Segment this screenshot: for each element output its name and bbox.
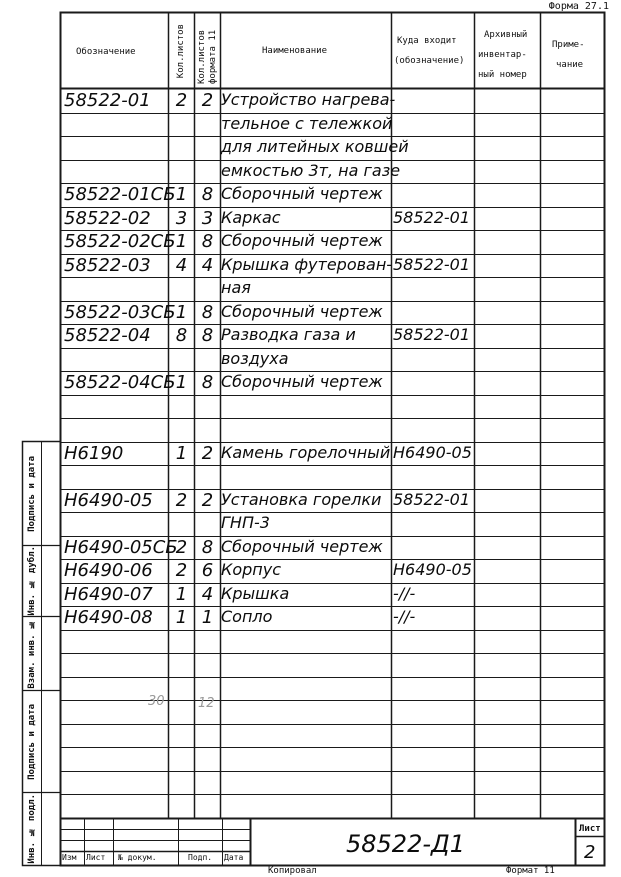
cell-format-sheets: 2 (201, 489, 214, 511)
table-row (0, 536, 621, 560)
header-archive-3: ный номер (478, 70, 527, 80)
cell-name: для литейных ковшей (221, 137, 409, 156)
table-row (0, 207, 621, 231)
cell-format-sheets: 8 (201, 325, 214, 346)
cell-name: Камень горелочный (221, 442, 391, 462)
stamp-col-izm: Изм (62, 853, 77, 862)
cell-designation: 58522-03 (64, 254, 151, 276)
cell-used-in: 58522-01 (393, 325, 471, 344)
header-used-in-2: (обозначение) (394, 56, 465, 66)
document-code: 58522-Д1 (346, 830, 466, 858)
table-row (0, 230, 621, 254)
cell-designation: Н6190 (64, 442, 124, 464)
cell-name: Сборочный чертеж (221, 536, 383, 556)
table-row (0, 465, 621, 489)
cell-name: Сборочный чертеж (221, 372, 383, 391)
side-label-sign-date-2: Подпись и дата (26, 703, 37, 780)
cell-used-in: Н6490-05 (393, 560, 472, 579)
cell-designation: 58522-04 (64, 325, 151, 346)
stamp-col-date: Дата (224, 853, 244, 862)
cell-name: Крышка футерован- (221, 254, 393, 274)
side-label-inv-dubl: Инв. № дубл. (26, 546, 37, 616)
table-row (0, 559, 621, 583)
cell-sheets: 2 (175, 536, 188, 558)
cell-sheets: 8 (175, 325, 188, 346)
table-row (0, 606, 621, 630)
table-row (0, 324, 621, 348)
cell-name: ГНП-3 (221, 513, 270, 532)
cell-name: Устройство нагрева- (221, 90, 396, 109)
cell-format-sheets: 8 (201, 301, 214, 323)
cell-used-in: 58522-01 (393, 254, 471, 274)
cell-name: Каркас (221, 207, 281, 227)
cell-format-sheets: 4 (201, 254, 214, 276)
header-used-in-1: Куда входит (397, 36, 457, 46)
header-archive-2: инвентар- (478, 50, 527, 60)
header-note-1: Приме- (552, 40, 585, 50)
cell-designation: Н6490-08 (64, 607, 153, 628)
stamp-col-list: Лист (86, 853, 106, 862)
form-label: Форма 27.1 (548, 1, 609, 12)
stamp-col-doc: № докум. (118, 853, 157, 862)
pencil-mark-a: 30 (148, 694, 165, 709)
side-label-inv-podl: Инв. № подл. (26, 794, 37, 864)
cell-sheets: 1 (175, 372, 188, 393)
stamp-col-sign: Подп. (188, 853, 213, 862)
side-label-vzam-inv: Взам. инв. № (26, 618, 37, 689)
cell-name: ная (221, 278, 251, 297)
table-row (0, 136, 621, 160)
cell-format-sheets: 8 (201, 536, 214, 558)
table-row (0, 183, 621, 207)
cell-name: Сборочный чертеж (221, 301, 383, 321)
cell-sheets: 1 (175, 231, 188, 252)
cell-name: тельное с тележкой (221, 113, 393, 133)
cell-format-sheets: 2 (201, 442, 214, 464)
table-row (0, 583, 621, 607)
cell-name: Корпус (221, 560, 282, 579)
table-row (0, 113, 621, 137)
cell-sheets: 1 (175, 442, 188, 464)
table-row (0, 254, 621, 278)
cell-name: емкостью 3т, на газе (221, 160, 401, 180)
cell-sheets: 3 (175, 207, 188, 229)
cell-name: Крышка (221, 583, 290, 603)
cell-sheets: 2 (175, 560, 188, 581)
cell-sheets: 1 (175, 301, 188, 323)
table-row (0, 442, 621, 466)
header-name: Наименование (262, 46, 328, 56)
cell-format-sheets: 1 (201, 607, 214, 628)
table-row (0, 371, 621, 395)
header-designation: Обозначение (76, 47, 136, 57)
cell-designation: Н6490-07 (64, 583, 153, 605)
cell-designation: 58522-03СБ (64, 301, 176, 323)
cell-format-sheets: 2 (201, 90, 214, 111)
cell-format-sheets: 4 (201, 583, 214, 605)
cell-name: Разводка газа и (221, 325, 356, 344)
cell-used-in: Н6490-05 (393, 442, 472, 462)
cell-used-in: 58522-01 (393, 207, 471, 227)
table-row (0, 489, 621, 513)
cell-used-in: -//- (393, 607, 416, 626)
cell-sheets: 4 (175, 254, 188, 276)
table-row (0, 512, 621, 536)
table-row (0, 348, 621, 372)
cell-designation: 58522-04СБ (64, 372, 176, 393)
table-row (0, 418, 621, 442)
pencil-mark-b: 12 (198, 696, 215, 711)
header-sheet-count: Кол.листов (176, 23, 186, 79)
header-archive-1: Архивный (484, 30, 528, 40)
cell-format-sheets: 3 (201, 207, 214, 229)
cell-name: Сопло (221, 607, 273, 626)
header-note-2: чание (556, 60, 584, 70)
header-format-count: Кол.листов формата 11 (197, 29, 218, 84)
cell-used-in: -//- (393, 583, 416, 603)
cell-sheets: 1 (175, 184, 188, 205)
side-label-sign-date-1: Подпись и дата (26, 455, 37, 532)
cell-format-sheets: 6 (201, 560, 214, 581)
cell-used-in: 58522-01 (393, 489, 471, 509)
cell-name: воздуха (221, 348, 289, 368)
table-row (0, 277, 621, 301)
cell-sheets: 1 (175, 583, 188, 605)
stamp-sheet-number: 2 (584, 842, 596, 863)
footer-format: Формат 11 (506, 866, 555, 876)
cell-designation: 58522-02 (64, 207, 151, 229)
cell-name: Установка горелки (221, 489, 382, 509)
cell-sheets: 2 (175, 90, 188, 111)
cell-designation: 58522-01 (64, 90, 151, 111)
footer-copied: Копировал (268, 866, 317, 876)
table-row (0, 395, 621, 419)
cell-format-sheets: 8 (201, 184, 214, 205)
cell-designation: Н6490-05СБ (64, 536, 178, 558)
stamp-sheet-label: Лист (579, 824, 601, 834)
table-row (0, 301, 621, 325)
cell-format-sheets: 8 (201, 372, 214, 393)
cell-sheets: 2 (175, 489, 188, 511)
table-row (0, 89, 621, 113)
cell-designation: 58522-02СБ (64, 231, 176, 252)
table-row (0, 160, 621, 184)
cell-name: Сборочный чертеж (221, 231, 383, 250)
cell-designation: 58522-01СБ (64, 184, 176, 205)
cell-designation: Н6490-05 (64, 489, 153, 511)
cell-format-sheets: 8 (201, 231, 214, 252)
cell-designation: Н6490-06 (64, 560, 153, 581)
cell-sheets: 1 (175, 607, 188, 628)
cell-name: Сборочный чертеж (221, 184, 383, 203)
